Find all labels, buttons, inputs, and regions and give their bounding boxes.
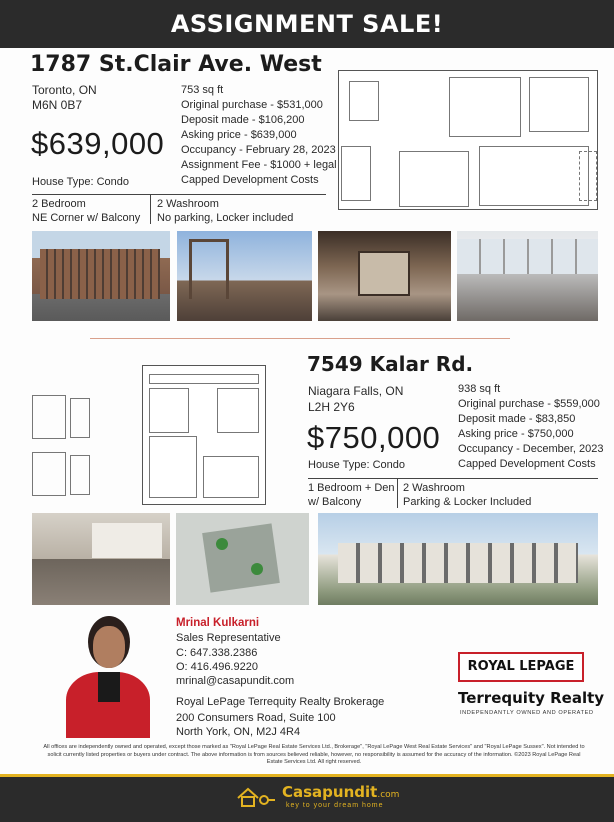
key-plan-2 [70, 398, 90, 438]
photo-rooftop-terrace [177, 231, 312, 321]
detail-occupancy: Occupancy - December, 2023 [458, 443, 604, 455]
agent-brokerage: Royal LePage Terrequity Realty Brokerage [176, 696, 385, 708]
divider [32, 194, 326, 195]
agent-office: O: 416.496.9220 [176, 661, 258, 673]
footer-brand-domain: .com [377, 790, 400, 800]
listing2-beds: 1 Bedroom + Den [308, 482, 395, 494]
listing2-details [458, 382, 604, 472]
listing1-baths-sub: No parking, Locker included [157, 212, 294, 224]
agent-photo [58, 612, 158, 738]
royal-lepage-logo [458, 652, 584, 682]
floor-plan-1 [338, 70, 598, 210]
detail-sqft: 938 sq ft [458, 383, 501, 395]
floor-plan-2 [142, 365, 266, 505]
footer-accent [0, 774, 614, 777]
detail-asking-price: Asking price - $750,000 [458, 428, 574, 440]
photo-lobby [318, 231, 451, 321]
detail-assignment-fee: Assignment Fee - $1000 + legal [181, 159, 337, 171]
listing1-postal: M6N 0B7 [32, 98, 83, 112]
listing1-details [181, 83, 337, 188]
photo-building-rendering [318, 513, 598, 605]
royal-lepage-wordmark: ROYAL LEPAGE [467, 659, 575, 674]
divider [308, 478, 598, 479]
detail-original-purchase: Original purchase - $531,000 [181, 99, 323, 111]
key-plan-1 [32, 395, 66, 439]
listing2-baths-sub: Parking & Locker Included [403, 496, 532, 508]
photo-site-plan [176, 513, 309, 605]
house-key-icon [236, 786, 276, 808]
detail-sqft: 753 sq ft [181, 84, 224, 96]
detail-capped-costs: Capped Development Costs [181, 174, 319, 186]
section-divider [90, 338, 510, 339]
disclaimer: All offices are independently owned and operated, except those marked as "Royal LePage Real Estate Services Ltd., Brokerage", "Royal LePage West Real Estate Services" and "Royal LePage Sussex". Not intended to solicit currently listed properties or buyers under contract. The above information is from sources believed reliable, however, no responsibility is assumed for the accuracy of the information. ©2023 Royal LePage Real Estate Services Ltd. All right reserved. [43, 744, 585, 765]
footer-bar [0, 774, 614, 822]
key-plan-4 [70, 455, 90, 495]
listing1-address: 1787 St.Clair Ave. West [30, 52, 322, 77]
listing1-beds: 2 Bedroom [32, 198, 86, 210]
listing2-house-type: House Type: Condo [308, 459, 406, 471]
listing1-price: $639,000 [31, 126, 165, 161]
listing2-address: 7549 Kalar Rd. [307, 352, 474, 376]
listing1-beds-sub: NE Corner w/ Balcony [32, 212, 141, 224]
brand-tagline: INDEPENDANTLY OWNED AND OPERATED [460, 710, 594, 716]
detail-original-purchase: Original purchase - $559,000 [458, 398, 600, 410]
listing2-postal: L2H 2Y6 [308, 400, 355, 414]
detail-capped-costs: Capped Development Costs [458, 458, 596, 470]
listing2-price: $750,000 [307, 420, 441, 455]
detail-asking-price: Asking price - $639,000 [181, 129, 297, 141]
agent-address-line2: North York, ON, M2J 4R4 [176, 726, 301, 738]
listing1-baths: 2 Washroom [157, 198, 219, 210]
detail-deposit: Deposit made - $106,200 [181, 114, 305, 126]
key-plan-3 [32, 452, 66, 496]
terrequity-wordmark: Terrequity Realty [458, 689, 605, 707]
agent-email[interactable]: mrinal@casapundit.com [176, 675, 295, 687]
listing2-beds-sub: w/ Balcony [308, 496, 362, 508]
footer-slogan: key to your dream home [286, 802, 384, 809]
divider [150, 194, 151, 224]
photo-interior-kitchen [32, 513, 170, 605]
listing2-city: Niagara Falls, ON [308, 384, 404, 398]
footer-brand-name: Casapundit [282, 783, 378, 801]
agent-title: Sales Representative [176, 632, 281, 644]
listing1-house-type: House Type: Condo [32, 176, 130, 188]
detail-deposit: Deposit made - $83,850 [458, 413, 576, 425]
footer-brand [282, 783, 399, 801]
photo-building-exterior [32, 231, 170, 321]
page-title: ASSIGNMENT SALE! [170, 10, 444, 38]
page-banner [0, 0, 614, 48]
photo-amenity-room [457, 231, 598, 321]
detail-occupancy: Occupancy - February 28, 2023 [181, 144, 336, 156]
agent-name: Mrinal Kulkarni [176, 617, 260, 629]
listing2-baths: 2 Washroom [403, 482, 465, 494]
listing1-city: Toronto, ON [32, 83, 97, 97]
agent-address-line1: 200 Consumers Road, Suite 100 [176, 712, 336, 724]
agent-cell: C: 647.338.2386 [176, 647, 258, 659]
divider [397, 478, 398, 508]
